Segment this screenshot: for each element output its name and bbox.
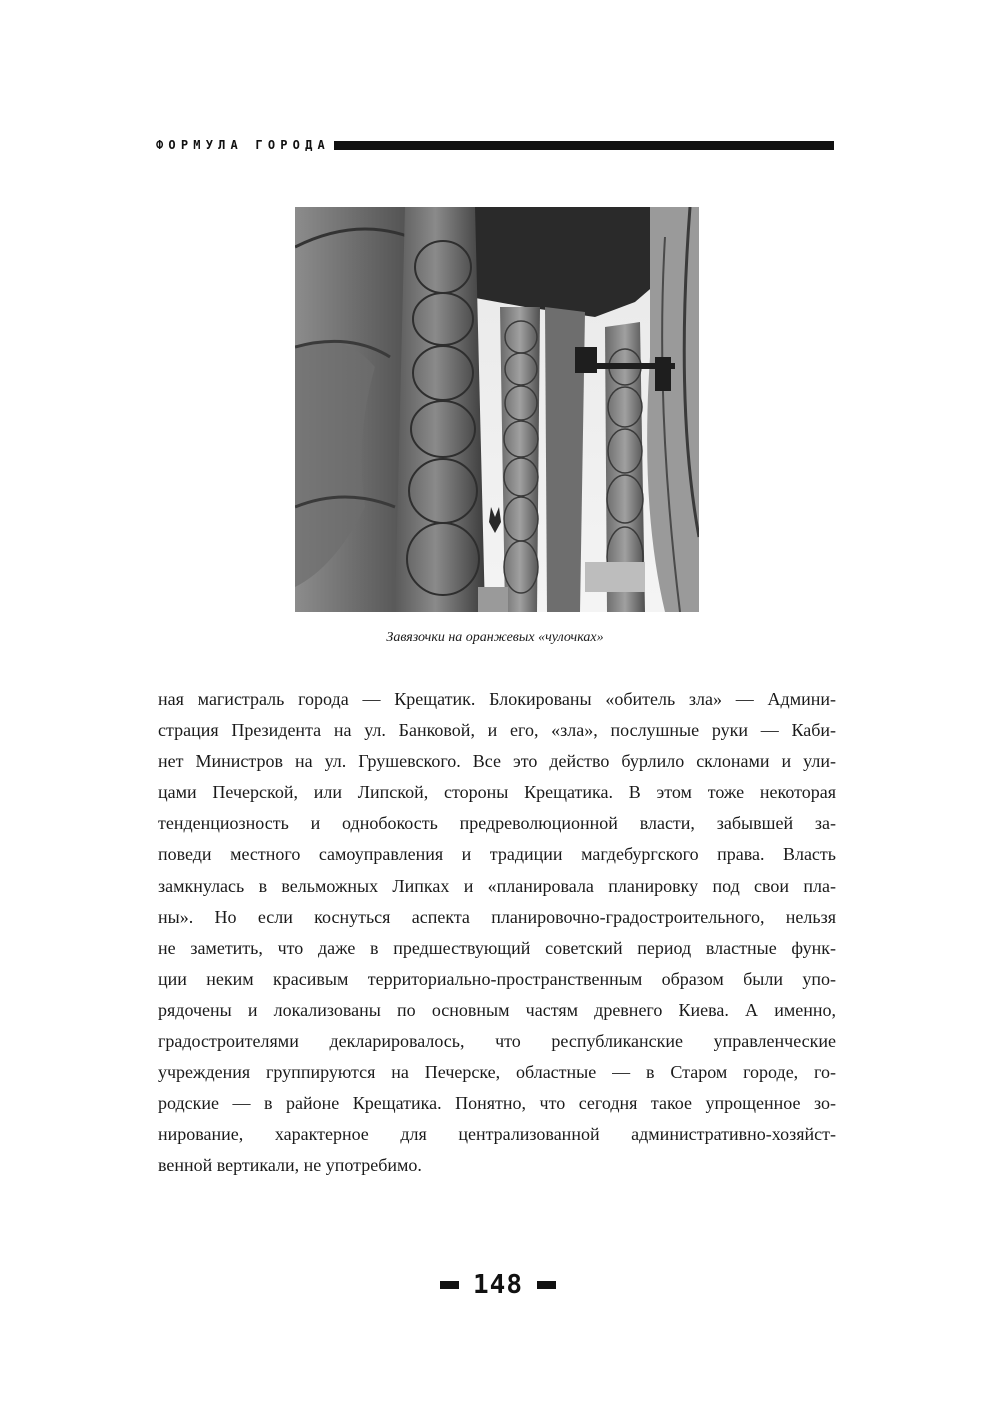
body-line: не заметить, что даже в предшествующий советский период властные функ- <box>158 937 836 958</box>
body-line: поведи местного самоуправления и традиции магдебургского права. Власть <box>158 844 836 865</box>
body-line: ная магистраль города — Крещатик. Блокированы «обитель зла» — Админи- <box>158 689 836 709</box>
body-line: нирование, характерное для централизованной административно-хозяйст- <box>158 1124 836 1145</box>
figure-caption: Завязочки на оранжевых «чулочках» <box>386 630 604 645</box>
body-line: учреждения группируются на Печерске, областные — в Старом городе, го- <box>158 1062 836 1083</box>
running-header-rule <box>334 141 834 150</box>
body-line: ны». Но если коснуться аспекта планировочно-градостроительного, нельзя <box>158 906 836 927</box>
body-line: нет Министров на ул. Грушевского. Все это действо бурлило склонами и ули- <box>158 751 836 772</box>
folio-dash-left <box>440 1281 459 1289</box>
page-number-footer <box>430 1270 566 1300</box>
body-line: рядочены и локализованы по основным частям древнего Киева. А именно, <box>158 999 836 1020</box>
body-line: венной вертикали, не употребимо. <box>158 1155 422 1176</box>
body-line: цами Печерской, или Липской, стороны Крещатика. В этом тоже некоторая <box>158 782 836 803</box>
body-line: замкнулась в вельможных Липках и «планировала планировку под свои пла- <box>158 875 836 896</box>
running-header-title: ФОРМУЛА ГОРОДА <box>156 138 330 152</box>
body-line: родские — в районе Крещатика. Понятно, что сегодня такое упрощенное зо- <box>158 1093 836 1114</box>
running-header <box>156 137 834 153</box>
body-line: ции неким красивым территориально-пространственным образом были упо- <box>158 968 836 989</box>
body-text <box>158 684 836 1182</box>
body-line: градостроителями декларировалось, что республиканские управленческие <box>158 1031 836 1052</box>
body-line: страция Президента на ул. Банковой, и его, «зла», послушные руки — Каби- <box>158 720 836 741</box>
body-line: тенденциозность и однобокость предреволюционной власти, забывшей за- <box>158 813 836 834</box>
folio-dash-right <box>537 1281 556 1289</box>
page-number: 148 <box>473 1270 523 1300</box>
figure-photo-columns <box>295 207 699 612</box>
